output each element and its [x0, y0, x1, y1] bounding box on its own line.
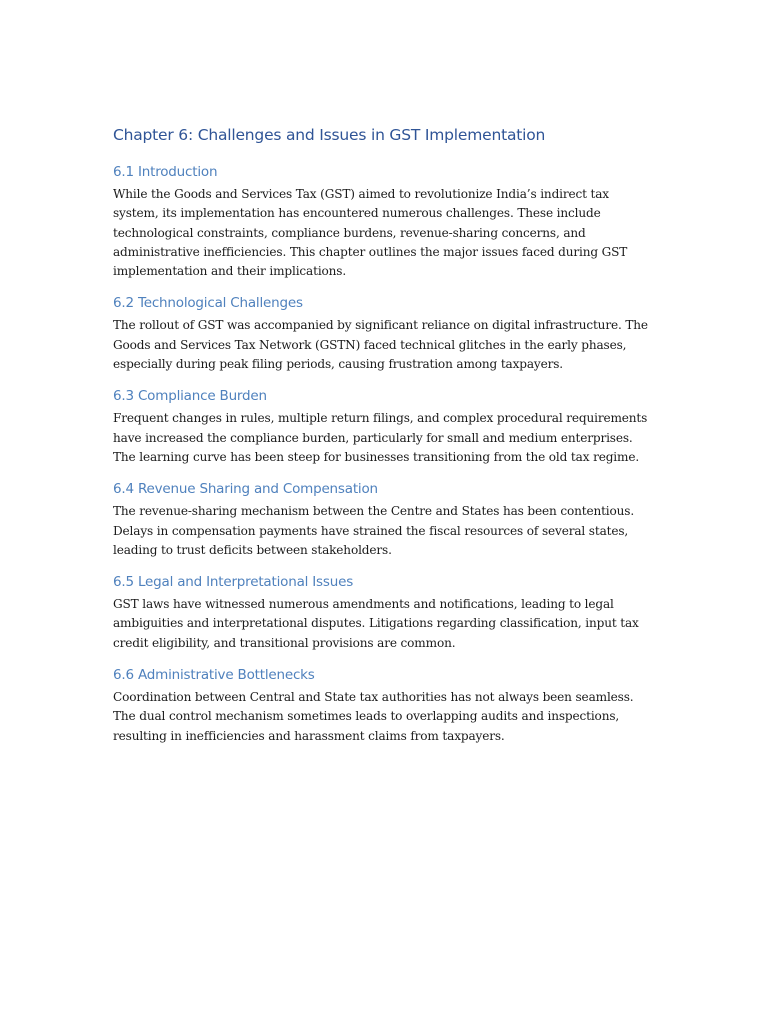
section-revenue-sharing	[113, 479, 658, 560]
section-heading: 6.5 Legal and Interpretational Issues	[113, 574, 354, 591]
section-heading: 6.1 Introduction	[113, 164, 218, 180]
section-heading: 6.6 Administrative Bottlenecks	[113, 667, 315, 684]
section-paragraph: The rollout of GST was accompanied by significant reliance on digital infrastructure. The Goods and Services Tax Network (GSTN) faced technical glitches in the early phases, especially during peak filing periods, causing frustration among taxpayers.	[113, 318, 648, 372]
document-page	[113, 124, 658, 758]
section-legal-issues	[113, 572, 658, 653]
section-paragraph: Coordination between Central and State tax authorities has not always been seamless. The dual control mechanism sometimes leads to overlapping audits and inspections, resulting in inefficiencies and harassment claims from taxpayers.	[113, 690, 634, 743]
section-heading: 6.2 Technological Challenges	[113, 295, 303, 312]
section-introduction	[113, 162, 658, 281]
section-administrative-bottlenecks	[113, 665, 658, 746]
chapter-title: Chapter 6: Challenges and Issues in GST Implementation	[113, 126, 546, 144]
section-heading: 6.4 Revenue Sharing and Compensation	[113, 481, 378, 498]
section-paragraph: GST laws have witnessed numerous amendments and notifications, leading to legal ambiguities and interpretational disputes. Litigations regarding classification, input tax credit eligibility, and transitional provisions are common.	[113, 597, 639, 650]
section-paragraph: While the Goods and Services Tax (GST) aimed to revolutionize India’s indirect tax system, its implementation has encountered numerous challenges. These include technological constraints, compliance burdens, revenue-sharing concerns, and administrative inefficiencies. This chapter outlines the major issues faced during GST implementation and their implications.	[113, 187, 628, 279]
section-heading: 6.3 Compliance Burden	[113, 388, 267, 405]
section-technological-challenges	[113, 293, 658, 374]
section-paragraph: Frequent changes in rules, multiple return filings, and complex procedural requirements have increased the compliance burden, particularly for small and medium enterprises. The learning curve has been steep for businesses transitioning from the old tax regime.	[113, 411, 648, 464]
section-compliance-burden	[113, 386, 658, 467]
section-paragraph: The revenue-sharing mechanism between the Centre and States has been contentious. Delays in compensation payments have strained the fiscal resources of several states, leading to trust deficits between stakeholders.	[113, 504, 635, 557]
